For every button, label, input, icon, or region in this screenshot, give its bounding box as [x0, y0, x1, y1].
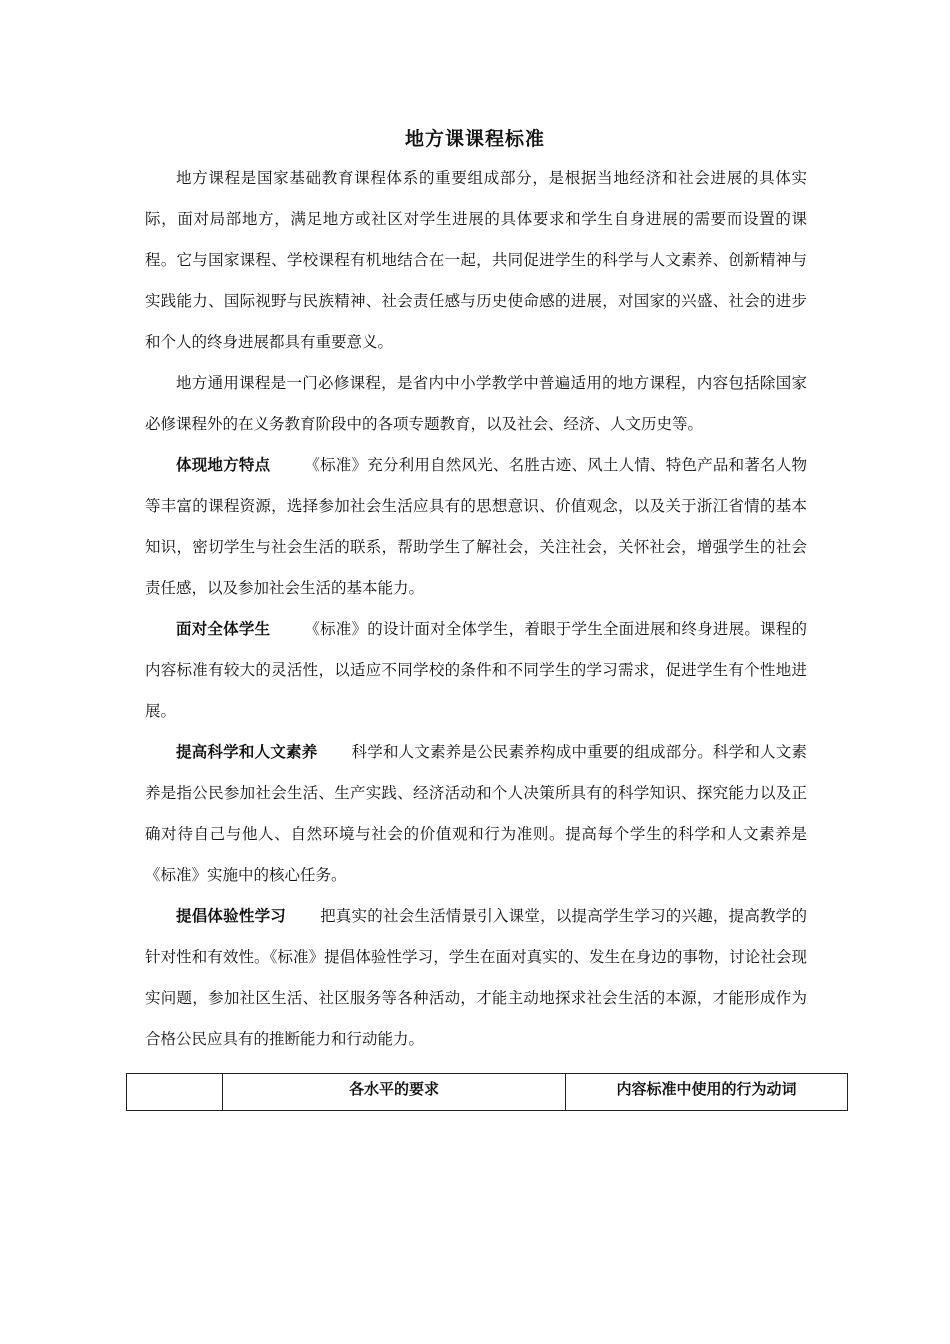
table-header-cell: 各水平的要求 [222, 1074, 565, 1111]
paragraph-intro [145, 158, 807, 363]
table-header-cell [127, 1074, 223, 1111]
paragraph-heading: 面对全体学生 [176, 620, 271, 638]
paragraph-local-features [145, 445, 807, 609]
paragraph-general-course [145, 363, 807, 445]
requirements-table [126, 1073, 848, 1111]
paragraph-text: 科学和人文素养是公民素养构成中重要的组成部分。科学和人文素养是指公民参加社会生活、生产实践、经济活动和个人决策所具有的科学知识、探究能力以及正确对待自己与他人、自然环境与社会的价值观和行为准则。提高每个学生的科学和人文素养是《标准》实施中的核心任务。 [145, 743, 807, 884]
paragraph-literacy [145, 732, 807, 896]
table-header-cell: 内容标准中使用的行为动词 [566, 1074, 848, 1111]
document-body [145, 158, 807, 1060]
paragraph-text: 把真实的社会生活情景引入课堂，以提高学生学习的兴趣，提高教学的针对性和有效性。《标准》提倡体验性学习，学生在面对真实的、发生在身边的事物，讨论社会现实问题，参加社区生活、社区服务等各种活动，才能主动地探求社会生活的本源，才能形成作为合格公民应具有的推断能力和行动能力。 [145, 907, 807, 1048]
table-header-row [127, 1074, 848, 1111]
document-title: 地方课课程标准 [404, 128, 545, 150]
paragraph-all-students [145, 609, 807, 732]
paragraph-text: 《标准》的设计面对全体学生，着眼于学生全面进展和终身进展。课程的内容标准有较大的灵活性，以适应不同学校的条件和不同学生的学习需求，促进学生有个性地进展。 [145, 620, 807, 720]
paragraph-heading: 体现地方特点 [176, 456, 271, 474]
paragraph-text: 地方通用课程是一门必修课程，是省内中小学教学中普遍适用的地方课程，内容包括除国家必修课程外的在义务教育阶段中的各项专题教育，以及社会、经济、人文历史等。 [145, 374, 807, 433]
paragraph-text: 地方课程是国家基础教育课程体系的重要组成部分，是根据当地经济和社会进展的具体实际，面对局部地方，满足地方或社区对学生进展的具体要求和学生自身进展的需要而设置的课程。它与国家课程、学校课程有机地结合在一起，共同促进学生的科学与人文素养、创新精神与实践能力、国际视野与民族精神、社会责任感与历史使命感的进展，对国家的兴盛、社会的进步和个人的终身进展都具有重要意义。 [145, 169, 807, 351]
paragraph-text: 《标准》充分利用自然风光、名胜古迹、风土人情、特色产品和著名人物等丰富的课程资源，选择参加社会生活应具有的思想意识、价值观念，以及关于浙江省情的基本知识，密切学生与社会生活的联系，帮助学生了解社会，关注社会，关怀社会，增强学生的社会责任感，以及参加社会生活的基本能力。 [145, 456, 807, 597]
paragraph-heading: 提倡体验性学习 [176, 907, 286, 925]
paragraph-experiential-learning [145, 896, 807, 1060]
paragraph-heading: 提高科学和人文素养 [176, 743, 318, 761]
